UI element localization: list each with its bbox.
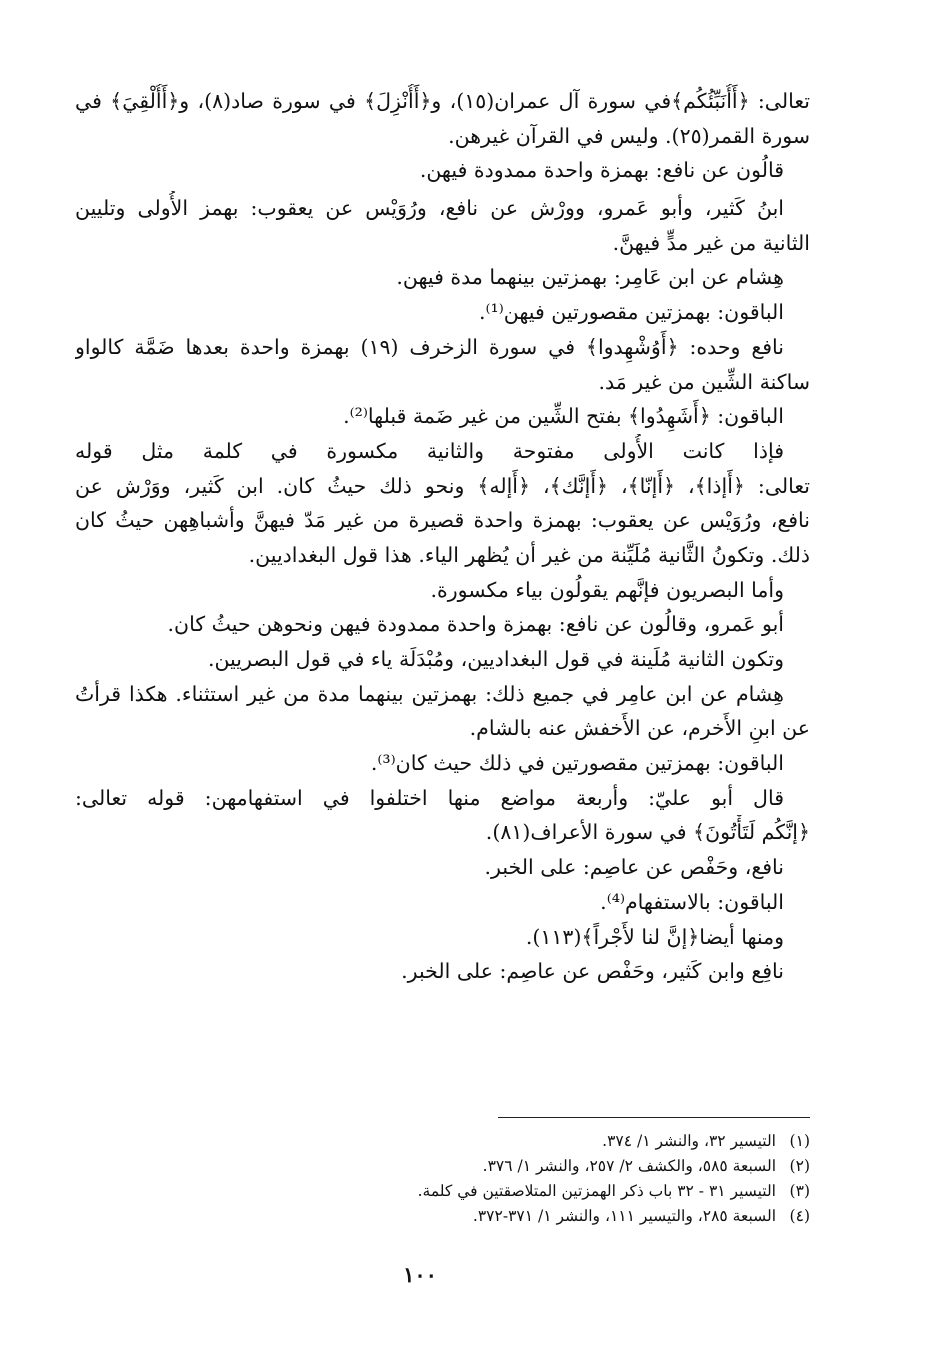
text-line: وأما البصريون فإنَّهم يقولُون بياء مكسورة. [430,577,784,602]
footnote-text: التيسير ٣٢، والنشر ١/ ٣٧٤. [602,1132,776,1150]
footnote-text: التيسير ٣١ - ٣٢ باب ذكر الهمزتين المتلاصقتين في كلمة. [417,1182,776,1200]
text-line: الباقون: بهمزتين مقصورتين فيهن⁽¹⁾. [478,300,784,325]
text-line: الباقون: بالاستفهام⁽⁴⁾. [600,889,784,914]
footnote [200,1179,810,1204]
footnote-text: السبعة ٢٨٥، والتيسير ١١١، والنشر ١/ ٣٧١-٣٧٢. [472,1207,776,1225]
text-line: قالُون عن نافع: بهمزة واحدة ممدودة فيهن. [419,158,784,183]
text-line: تعالى: ﴿أَأُنَبِّئُكُم﴾في سورة آل عمران(١٥)، و﴿أَأُنْزِلَ﴾ في سورة صاد(٨)، و﴿أَأُلْقِيَ﴾ في [75,89,810,113]
footnotes [200,1129,810,1229]
text-line: أبو عَمرو، وقالُون عن نافع: بهمزة واحدة ممدودة فيهن ونحوهن حيثُ كان. [167,612,784,637]
text-line: قال أبو عليّ: وأربعة مواضع منها اختلفوا في استفهامهن: قوله تعالى: [75,785,784,810]
text-line: هِشام عن ابن عَامِر: بهمزتين بينهما مدة فيهن. [396,265,784,290]
text-line: نافِع وابن كَثير، وحَفْص عن عاصِم: على الخبر. [401,959,784,984]
text-line: وتكون الثانية مُلَينة في قول البغداديين، ومُبْدَلَة ياء في قول البصريين. [207,647,784,671]
footnote-number: (٣) [789,1182,810,1200]
text-line: الباقون: بهمزتين مقصورتين في ذلك حيث كان⁽³⁾. [370,751,784,776]
text-line: نافع، ورُوَيْس عن يعقوب: بهمزة واحدة قصيرة من غير مَدّ فيهنَّ وأشباهِهن حيثُ كان [75,508,810,533]
footnote-number: (١) [789,1132,810,1150]
text-line: نافع وحده: ﴿أَوُشْهِدوا﴾ في سورة الزخرف (١٩) بهمزة واحدة بعدها ضَمَّة كالواو [75,334,784,359]
text-line: نافع، وحَفْص عن عاصِم: على الخبر. [484,855,784,880]
text-line: ومنها أيضا﴿إنَّ لنا لأَجْراً﴾(١١٣). [525,924,784,949]
body-text [75,84,810,989]
footnote [200,1129,810,1154]
text-line: عن ابنِ الأَخرم، عن الأَخفش عنه بالشام. [469,716,810,741]
text-line: الباقون: ﴿أَشَهِدُوا﴾ بفتح الشِّين من غير ضَمة قبلها⁽²⁾. [343,404,784,429]
text-line: فإذا كانت الأُولى مفتوحة والثانية مكسورة في كلمة مثل قوله [75,438,784,463]
footnote-text: السبعة ٥٨٥، والكشف ٢/ ٢٥٧، والنشر ١/ ٣٧٦. [482,1157,776,1175]
text-line: هِشام عن ابن عامِر في جميع ذلك: بهمزتين بينهما مدة من غير استثناء. هكذا قرأتُ [75,681,784,706]
footnote [200,1154,810,1179]
text-line: ابنُ كَثير، وأبو عَمرو، وورْش عن نافع، ورُوَيْس عن يعقوب: بهمز الأُولى وتليين [75,196,784,221]
footnote-number: (٢) [789,1157,810,1175]
page-number: ١٠٠ [403,1262,437,1287]
footnote-separator [498,1117,810,1118]
text-line: ﴿إنَّكُم لَتَأْتُونَ﴾ في سورة الأعراف(٨١). [485,820,810,845]
text-line: ساكنة الشِّين من غير مَد. [598,369,810,394]
text-line: تعالى: ﴿أَإذا﴾، ﴿أَإنّا﴾، ﴿أَإنَّك﴾، ﴿أَإله﴾ ونحو ذلك حيثُ كان. ابن كَثير، ووَرْش عن [75,473,810,498]
footnote [200,1204,810,1229]
footnote-number: (٤) [789,1207,810,1225]
text-line: سورة القمر(٢٥). وليس في القرآن غيرهن. [448,123,810,148]
text-line: ذلك. وتكونُ الثَّانية مُلَيِّنة من غير أن يُظهر الياء. هذا قول البغداديين. [248,542,810,567]
text-line: الثانية من غير مدٍّ فيهنَّ. [612,230,810,255]
